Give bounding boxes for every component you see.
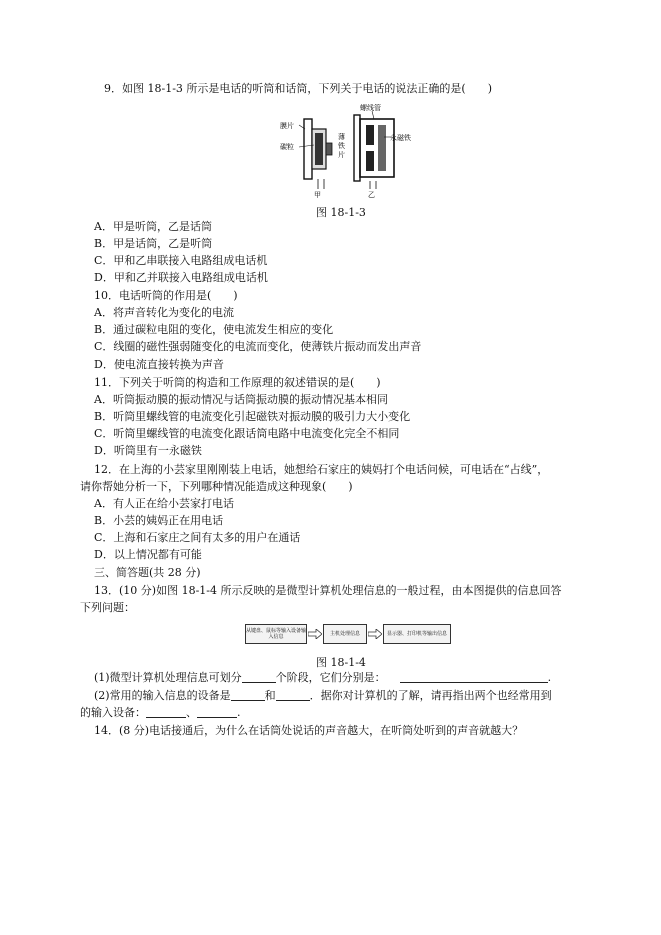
q10-stem: 10．电话听筒的作用是( ) [94,289,238,302]
q12-option-d: D．以上情况都有可能 [94,548,202,561]
label-yi: 乙 [368,191,375,199]
q9-stem: 9．如图 18-1-3 所示是电话的听筒和话筒，下列关于电话的说法正确的是( ) [104,82,493,95]
q11-stem: 11．下列关于听筒的构造和工作原理的叙述错误的是( ) [94,376,381,389]
q9-option-c: C．甲和乙串联接入电路组成电话机 [94,254,268,267]
q9-option-b: B．甲是话筒，乙是听筒 [94,237,213,250]
q13-stem-line1: 13．(10 分)如图 18-1-4 所示反映的是微型计算机处理信息的一般过程，由本图提供的信息回答 [94,584,562,597]
q13-stem-line2: 下列问题： [80,601,135,614]
q9-option-a: A．甲是听筒，乙是话筒 [94,220,212,233]
q13-part2-cont: 的输入设备： 、 . [80,706,241,719]
q12-option-c: C．上海和石家庄之间有太多的用户在通话 [94,531,301,544]
figure-part-yi [354,111,394,189]
figure-caption-18-1-3: 图 18-1-3 [316,206,366,219]
q11-option-d: D．听筒里有一永磁铁 [94,444,202,457]
telephone-figure [274,103,414,199]
q12-stem-line2: 请你帮她分析一下，下列哪种情况能造成这种现象( ) [80,480,353,493]
q12-option-b: B．小芸的姨妈正在用电话 [94,514,224,527]
figure-part-jia [299,119,332,189]
q10-option-d: D．使电流直接转换为声音 [94,358,224,371]
answer-blank[interactable] [276,689,310,701]
flow-arrow-icon [368,629,382,639]
label-magnet: 永磁铁 [390,134,411,142]
label-iron-sheet: 薄铁片 [338,133,345,159]
q14-stem: 14．(8 分)电话接通后，为什么在话筒处说话的声音越大，在听筒处听到的声音就越大？ [94,724,524,737]
answer-blank[interactable] [197,706,237,718]
answer-blank[interactable] [242,671,276,683]
q13-part1: (1)微型计算机处理信息可划分 个阶段，它们分别是： . [94,671,552,684]
q10-option-c: C．线圈的磁性强弱随变化的电流而变化，使薄铁片振动而发出声音 [94,340,422,353]
answer-blank[interactable] [231,689,265,701]
q11-option-a: A．听筒振动膜的振动情况与话筒振动膜的振动情况基本相同 [94,393,388,406]
q13-part2: (2)常用的输入信息的设备是 和 ．据你对计算机的了解，请再指出两个也经常用到 [94,689,552,702]
computer-flow-diagram [245,624,451,646]
q11-option-c: C．听筒里螺线管的电流变化跟话筒电路中电流变化完全不相同 [94,427,400,440]
q9-option-d: D．甲和乙并联接入电路组成电话机 [94,271,268,284]
flow-step-output: 显示器、打印机等输出信息 [383,624,451,644]
answer-blank[interactable] [146,706,186,718]
label-membrane: 膜片 [280,122,294,130]
q12-option-a: A．有人正在给小芸家打电话 [94,497,234,510]
label-carbon: 碳粒 [280,143,294,151]
label-coil: 螺线管 [360,104,381,112]
answer-blank[interactable] [400,671,548,683]
section-heading-short-answer: 三、简答题(共 28 分) [94,566,201,579]
label-jia: 甲 [314,191,321,199]
flow-step-process: 主机处理信息 [323,624,367,644]
flow-step-input: 从键盘、鼠标等输入设备输入信息 [245,624,307,644]
q11-option-b: B．听筒里螺线管的电流变化引起磁铁对振动膜的吸引力大小变化 [94,410,411,423]
q10-option-b: B．通过碳粒电阻的变化，使电流发生相应的变化 [94,323,334,336]
q10-option-a: A．将声音转化为变化的电流 [94,306,234,319]
flow-arrow-icon [308,629,322,639]
figure-caption-18-1-4: 图 18-1-4 [316,656,366,669]
q12-stem-line1: 12．在上海的小芸家里刚刚装上电话，她想给石家庄的姨妈打个电话问候，可电话在“占线”， [94,463,549,476]
